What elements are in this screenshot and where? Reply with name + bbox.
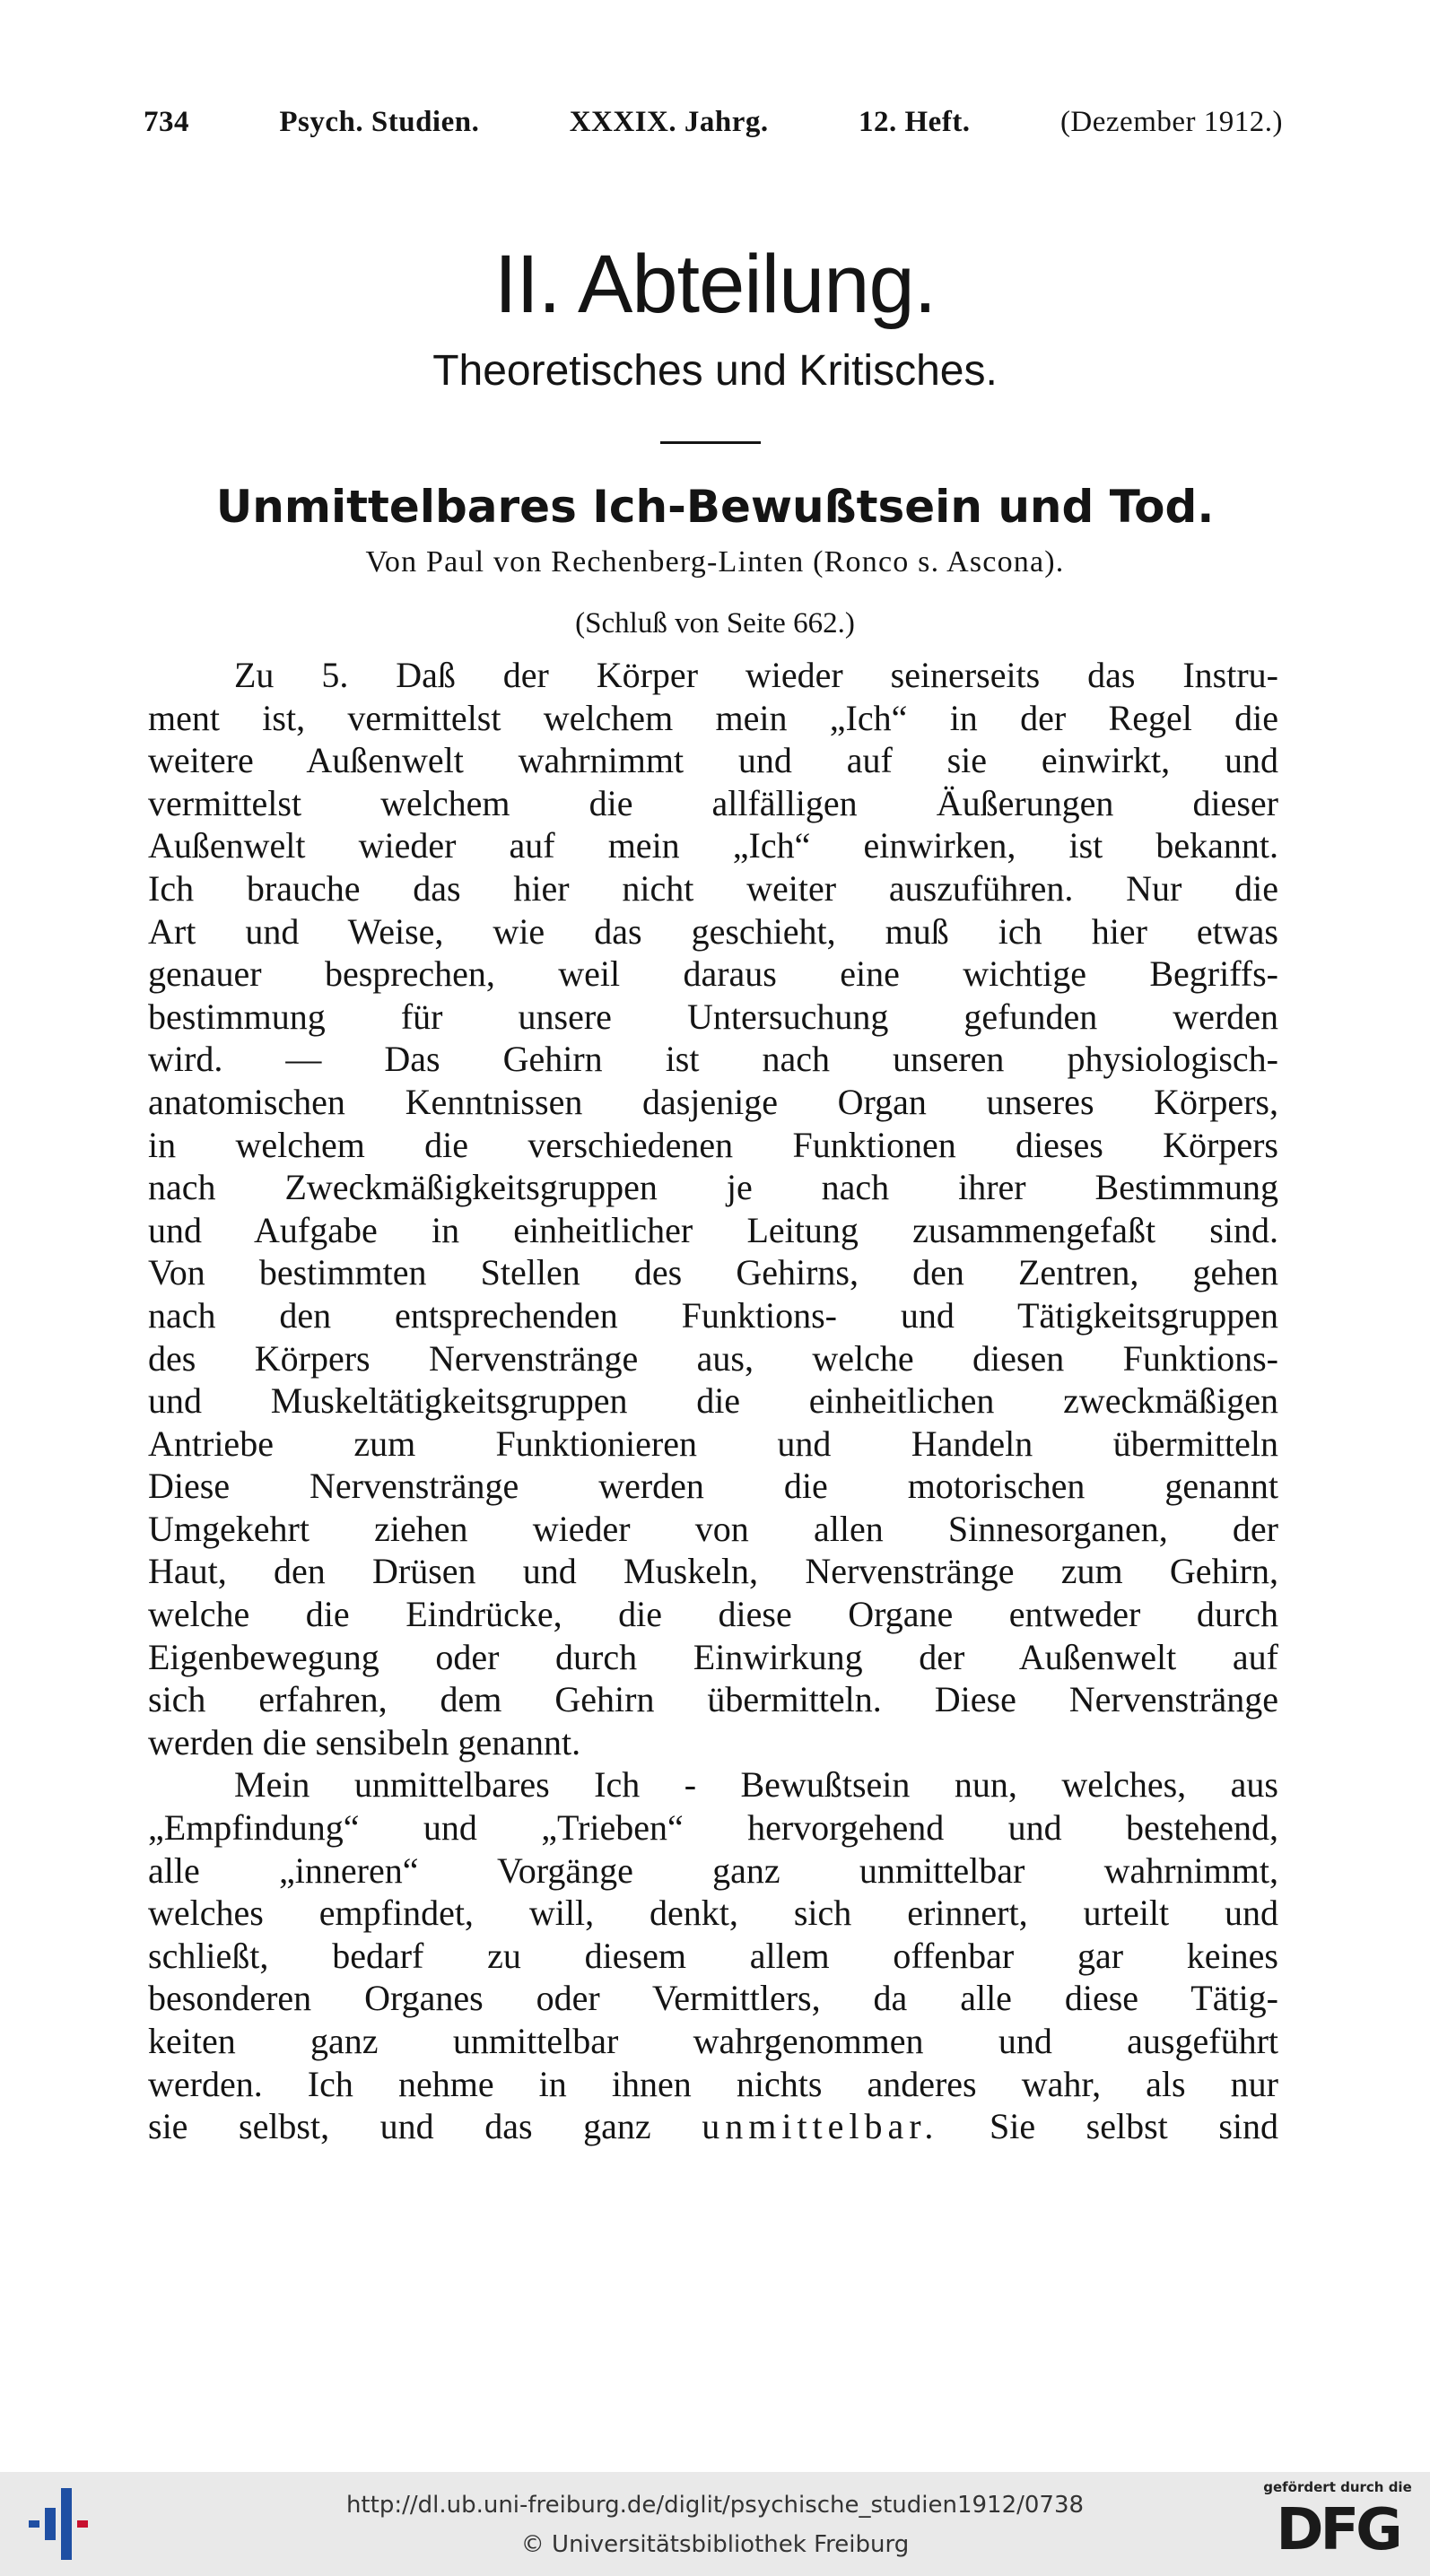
body-line: weitere Außenwelt wahrnimmt und auf sie einwirkt, und <box>148 740 1278 781</box>
body-line: in welchem die verschiedenen Funktionen dieses Körpers <box>148 1124 1278 1165</box>
body-line: werden die sensibeln genannt. <box>148 1721 581 1762</box>
funding-caption: gefördert durch die <box>1263 2479 1412 2495</box>
body-line: Ich brauche das hier nicht weiter auszuführen. Nur die <box>148 867 1278 909</box>
body-line: Art und Weise, wie das geschieht, muß ich hier etwas <box>148 910 1278 952</box>
body-line <box>148 2105 1278 2148</box>
article-title: Unmittelbares Ich-Bewußtsein und Tod. <box>215 481 1215 533</box>
body-line: keiten ganz unmittelbar wahrgenommen und ausgeführt <box>148 2021 1278 2061</box>
issue-date: (Dezember 1912.) <box>1059 106 1283 138</box>
running-head <box>144 106 1283 139</box>
copyright-notice: © Universitätsbibliothek Freiburg <box>520 2531 910 2558</box>
article-body <box>148 654 1278 2148</box>
body-line: Haut, den Drüsen und Muskeln, Nervenstränge zum Gehirn, <box>148 1551 1278 1592</box>
repository-footer <box>0 2472 1430 2576</box>
journal-issue: 12. Heft. <box>859 106 971 138</box>
body-line: Umgekehrt ziehen wieder von allen Sinnesorganen, der <box>148 1508 1278 1549</box>
body-line: Von bestimmten Stellen des Gehirns, den Zentren, gehen <box>148 1252 1278 1293</box>
section-subtitle: Theoretisches und Kritisches. <box>432 347 998 395</box>
body-line: und Aufgabe in einheitlicher Leitung zusammengefaßt sind. <box>148 1209 1278 1250</box>
page-number: 734 <box>144 106 189 138</box>
body-line: „Empfindung“ und „Trieben“ hervorgehend und bestehend, <box>148 1807 1278 1849</box>
journal-volume: XXXIX. Jahrg. <box>569 106 769 138</box>
body-line: bestimmung für unsere Untersuchung gefunden werden <box>148 996 1278 1037</box>
body-line: anatomischen Kenntnissen dasjenige Organ unseres Körpers, <box>148 1081 1278 1122</box>
dfg-funding-logo <box>1261 2477 1414 2571</box>
body-line: Mein unmittelbares Ich - Bewußtsein nun, welches, aus <box>234 1764 1278 1806</box>
dfg-logo-text: DFG <box>1276 2497 1399 2563</box>
body-line: wird. — Das Gehirn ist nach unseren physiologisch- <box>148 1039 1278 1080</box>
body-line: welches empfindet, will, denkt, sich erinnert, urteilt und <box>148 1893 1278 1934</box>
body-line: sich erfahren, dem Gehirn übermitteln. Diese Nervenstränge <box>148 1679 1278 1720</box>
body-line: schließt, bedarf zu diesem allem offenbar gar keines <box>148 1935 1278 1976</box>
body-line: werden. Ich nehme in ihnen nichts anderes wahr, als nur <box>148 2063 1278 2104</box>
body-line-start: sie selbst, und das ganz <box>148 2106 651 2147</box>
body-line: und Muskeltätigkeitsgruppen die einheitlichen zweckmäßigen <box>148 1380 1278 1422</box>
body-line: welche die Eindrücke, die diese Organe entweder durch <box>148 1594 1278 1635</box>
title-divider <box>660 441 761 444</box>
section-title: II. Abteilung. <box>493 239 937 330</box>
article-byline: Von Paul von Rechenberg-Linten (Ronco s. Ascona). <box>365 545 1065 579</box>
emphasized-word: unmittelbar. <box>702 2106 939 2147</box>
body-line: Eigenbewegung oder durch Einwirkung der Außenwelt auf <box>148 1636 1278 1677</box>
body-line: des Körpers Nervenstränge aus, welche diesen Funktions- <box>148 1337 1278 1379</box>
body-line: nach Zweckmäßigkeitsgruppen je nach ihrer Bestimmung <box>148 1167 1278 1208</box>
body-line: nach den entsprechenden Funktions- und Tätigkeitsgruppen <box>148 1294 1278 1336</box>
body-line: Diese Nervenstränge werden die motorischen genannt <box>148 1466 1278 1507</box>
body-line: Antriebe zum Funktionieren und Handeln übermitteln <box>148 1423 1278 1464</box>
body-line: besonderen Organes oder Vermittlers, da alle diese Tätig- <box>148 1978 1278 2019</box>
body-line: ment ist, vermittelst welchem mein „Ich“ in der Regel die <box>148 697 1278 738</box>
body-line: Zu 5. Daß der Körper wieder seinerseits das Instru- <box>234 655 1278 695</box>
source-url-link[interactable]: http://dl.ub.uni-freiburg.de/diglit/psychische_studien1912/0738 <box>345 2492 1085 2519</box>
body-line: alle „inneren“ Vorgänge ganz unmittelbar wahrnimmt, <box>148 1849 1278 1891</box>
journal-name: Psych. Studien. <box>279 106 480 138</box>
body-line: Außenwelt wieder auf mein „Ich“ einwirken, ist bekannt. <box>148 825 1278 866</box>
continuation-note: (Schluß von Seite 662.) <box>575 607 855 640</box>
body-line-end: Sie selbst sind <box>989 2106 1278 2147</box>
body-line: genauer besprechen, weil daraus eine wichtige Begriffs- <box>148 953 1278 995</box>
body-line: vermittelst welchem die allfälligen Äußerungen dieser <box>148 782 1278 823</box>
